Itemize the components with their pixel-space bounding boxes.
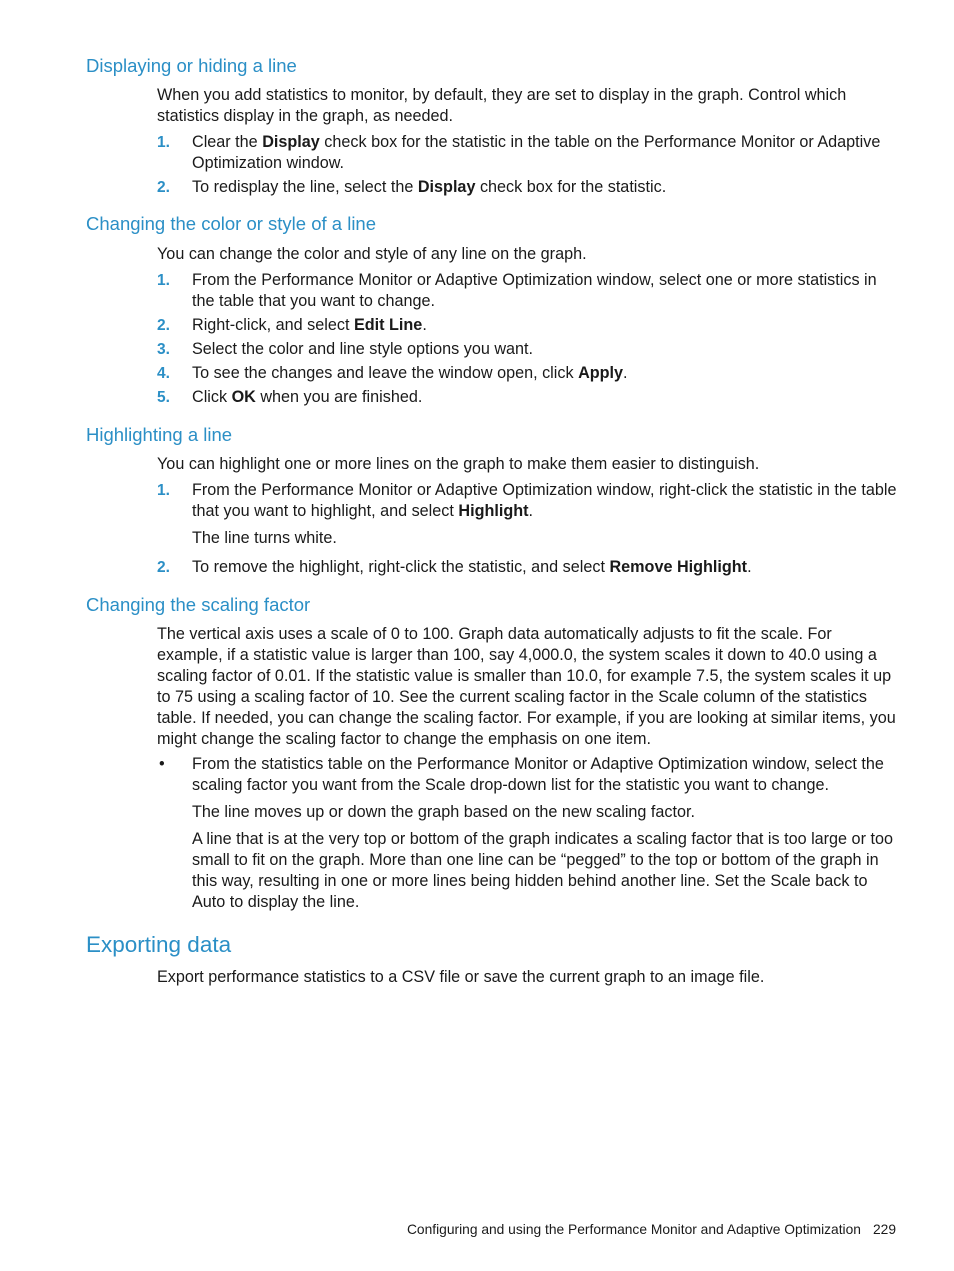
- step-text: Click OK when you are finished.: [192, 388, 423, 406]
- step-text: From the Performance Monitor or Adaptive Optimization window, right-click the statistic in the table that you want to highlight, and select Highlight.: [192, 481, 897, 520]
- step-number: 1.: [157, 272, 170, 289]
- step-number: 2.: [157, 179, 170, 196]
- step-number: 1.: [157, 134, 170, 151]
- heading-changing-color-style: Changing the color or style of a line: [86, 213, 377, 234]
- note-pegged-line: A line that is at the very top or bottom of the graph indicates a scaling factor that is too large or too small to fit on the graph. More than one line can be “pegged” to the top or bottom of the graph in this way, resulting in one or more lines being hidden behind another line. Set the Scale back to Auto to display the line.: [192, 830, 893, 911]
- bullet-text: From the statistics table on the Performance Monitor or Adaptive Optimization window, select the scaling factor you want from the Scale drop-down list for the statistic you want to change.: [192, 755, 884, 794]
- ui-term: Edit Line: [353, 316, 423, 334]
- footer-title: Configuring and using the Performance Monitor and Adaptive Optimization: [406, 1222, 861, 1237]
- step-text: Select the color and line style options you want.: [192, 340, 534, 358]
- heading-highlighting-line: Highlighting a line: [86, 424, 233, 445]
- page-footer: [407, 1222, 896, 1237]
- page-number: 229: [872, 1222, 896, 1237]
- note-line-moves: The line moves up or down the graph based on the new scaling factor.: [192, 803, 696, 821]
- step-number: 2.: [157, 559, 170, 576]
- step-number: 2.: [157, 317, 170, 334]
- step-number: 1.: [157, 482, 170, 499]
- step-text: Right-click, and select Edit Line.: [192, 316, 427, 334]
- bullet: •: [159, 755, 165, 773]
- ui-term: Display: [262, 133, 320, 151]
- step-number: 3.: [157, 341, 170, 358]
- heading-displaying-or-hiding-line: Displaying or hiding a line: [86, 55, 297, 76]
- ui-term: Highlight: [458, 502, 529, 520]
- ui-term: Apply: [578, 364, 624, 382]
- step-number: 5.: [157, 389, 170, 406]
- ui-term: OK: [231, 388, 256, 406]
- heading-exporting-data: Exporting data: [86, 932, 232, 957]
- step-result: The line turns white.: [192, 529, 337, 547]
- paragraph-display-intro: When you add statistics to monitor, by default, they are set to display in the graph. Control which statistics display in the graph, as needed.: [157, 86, 847, 125]
- paragraph-export-intro: Export performance statistics to a CSV file or save the current graph to an image file.: [157, 968, 765, 986]
- paragraph-color-intro: You can change the color and style of any line on the graph.: [157, 245, 587, 263]
- step-text: To redisplay the line, select the Display check box for the statistic.: [192, 178, 667, 196]
- paragraph-highlight-intro: You can highlight one or more lines on the graph to make them easier to distinguish.: [157, 455, 760, 473]
- step-text: From the Performance Monitor or Adaptive Optimization window, select one or more statistics in the table that you want to change.: [192, 271, 877, 310]
- paragraph-scaling-intro: The vertical axis uses a scale of 0 to 100. Graph data automatically adjusts to fit the scale. For example, if a statistic value is larger than 100, say 4,000.0, the system scales it down to 40.0 using a scaling factor of 0.01. If the statistic value is smaller than 10.0, for example 7.5, the system scales it up to 75 using a scaling factor of 10. See the current scaling factor in the Scale column of the statistics table. If needed, you can change the scaling factor. For example, if you are looking at similar items, you might change the scaling factor to change the emphasis on one item.: [157, 625, 896, 748]
- ui-term: Remove Highlight: [609, 558, 748, 576]
- heading-changing-scaling-factor: Changing the scaling factor: [86, 594, 311, 615]
- ui-term: Display: [417, 178, 476, 196]
- step-text: To see the changes and leave the window open, click Apply.: [192, 364, 628, 382]
- step-text: To remove the highlight, right-click the statistic, and select Remove Highlight.: [192, 558, 752, 576]
- step-number: 4.: [157, 365, 170, 382]
- step-text: Clear the Display check box for the statistic in the table on the Performance Monitor or Adaptive Optimization window.: [192, 133, 881, 172]
